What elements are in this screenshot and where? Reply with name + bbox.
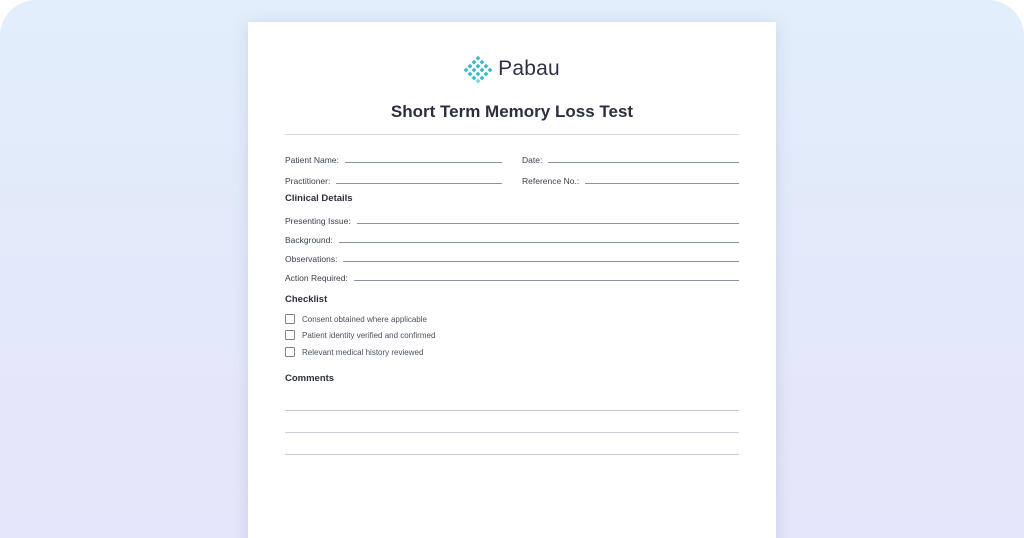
- practitioner-field[interactable]: [285, 172, 502, 186]
- action-required-label: Action Required:: [285, 273, 348, 283]
- observations-line[interactable]: [343, 260, 739, 262]
- reference-field[interactable]: [522, 172, 739, 186]
- date-field[interactable]: [522, 151, 739, 165]
- brand-name: Pabau: [498, 57, 560, 80]
- background-line[interactable]: [339, 241, 739, 243]
- reference-label: Reference No.:: [522, 176, 580, 186]
- patient-name-line[interactable]: [345, 161, 502, 163]
- checklist-item-label: Relevant medical history reviewed: [302, 347, 424, 357]
- action-required-field[interactable]: [285, 269, 739, 283]
- checklist-item-label: Patient identity verified and confirmed: [302, 330, 436, 340]
- presenting-issue-label: Presenting Issue:: [285, 216, 351, 226]
- presenting-issue-field[interactable]: [285, 212, 739, 226]
- presenting-issue-line[interactable]: [357, 222, 739, 224]
- patient-name-label: Patient Name:: [285, 155, 339, 165]
- checklist-item[interactable]: [285, 330, 435, 340]
- title-divider: [285, 134, 739, 135]
- checkbox[interactable]: [285, 314, 295, 324]
- checklist-item[interactable]: [285, 314, 427, 324]
- practitioner-line[interactable]: [336, 182, 502, 184]
- brand-header: [248, 52, 776, 86]
- comments-line[interactable]: [285, 410, 739, 411]
- checkbox[interactable]: [285, 347, 295, 357]
- practitioner-label: Practitioner:: [285, 176, 331, 186]
- action-required-line[interactable]: [354, 279, 739, 281]
- clinical-details-heading: Clinical Details: [285, 193, 353, 204]
- date-label: Date:: [522, 155, 543, 165]
- observations-field[interactable]: [285, 250, 739, 264]
- background-label: Background:: [285, 235, 333, 245]
- comments-line[interactable]: [285, 432, 739, 433]
- checklist-item[interactable]: [285, 347, 423, 357]
- checklist-heading: Checklist: [285, 294, 328, 305]
- checkbox[interactable]: [285, 330, 295, 340]
- checklist-item-label: Consent obtained where applicable: [302, 314, 427, 324]
- observations-label: Observations:: [285, 254, 338, 264]
- patient-name-field[interactable]: [285, 151, 502, 165]
- background-field[interactable]: [285, 231, 739, 245]
- document-sheet: [248, 22, 776, 538]
- comments-line[interactable]: [285, 454, 739, 455]
- document-title: Short Term Memory Loss Test: [390, 102, 634, 121]
- pabau-diamond-logo-icon: [464, 55, 492, 83]
- comments-heading: Comments: [285, 373, 335, 384]
- reference-line[interactable]: [585, 182, 739, 184]
- date-line[interactable]: [548, 161, 739, 163]
